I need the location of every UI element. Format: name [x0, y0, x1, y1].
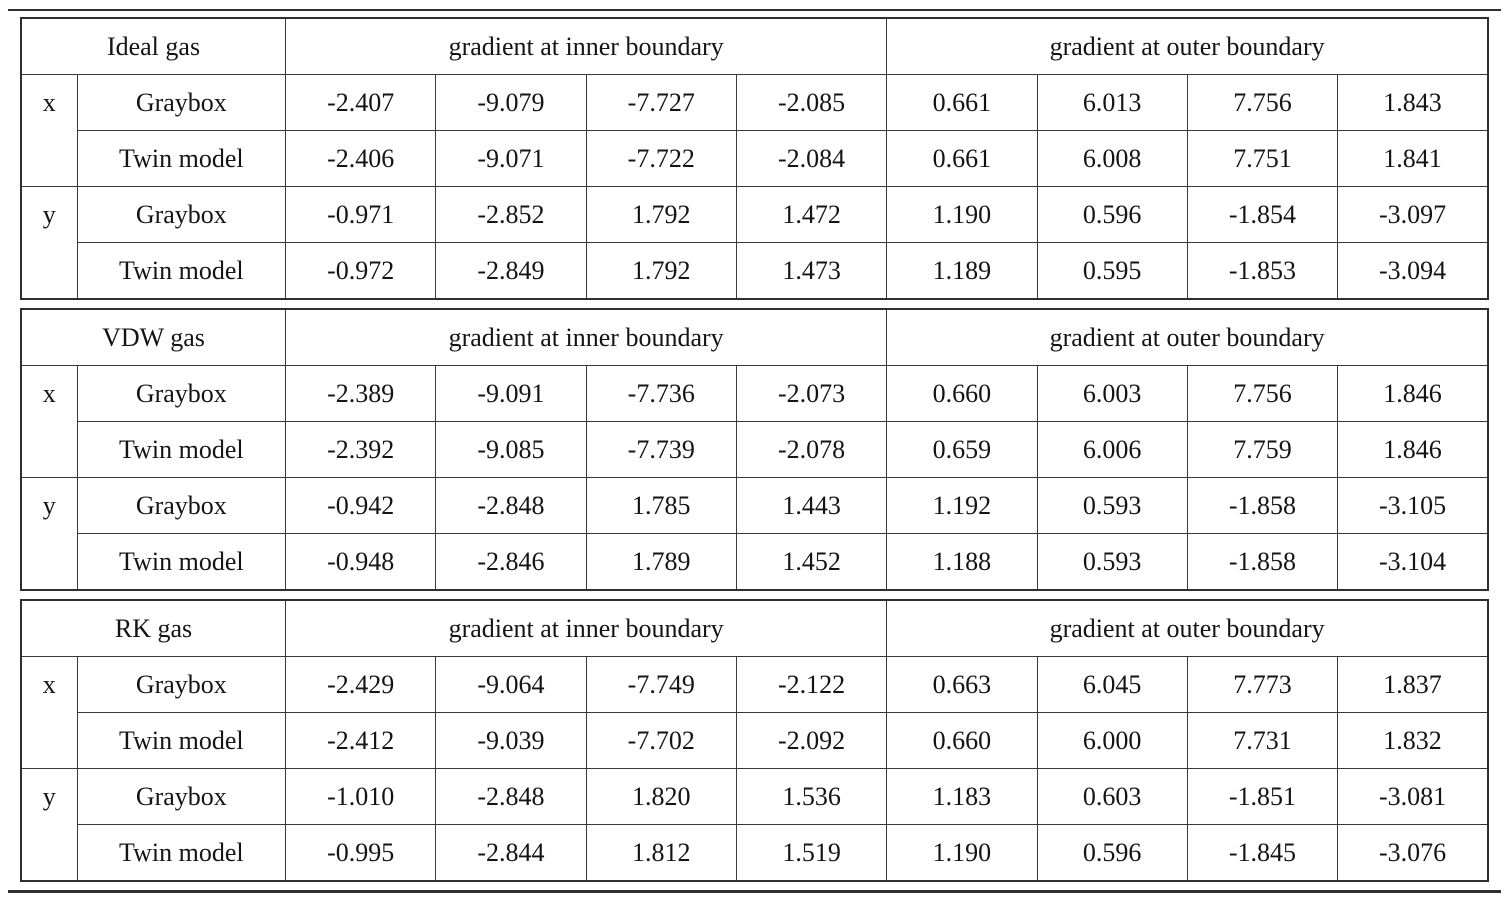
model-label: Twin model — [77, 131, 285, 187]
value-cell: -2.084 — [736, 131, 886, 187]
value-cell: -2.078 — [736, 422, 886, 478]
value-cell: -1.845 — [1187, 825, 1337, 882]
model-label: Graybox — [77, 187, 285, 243]
model-label: Twin model — [77, 534, 285, 591]
value-cell: 1.472 — [736, 187, 886, 243]
inner-boundary-header: gradient at inner boundary — [286, 309, 887, 366]
value-cell: -2.849 — [436, 243, 586, 300]
value-cell: -2.848 — [436, 769, 586, 825]
table-row — [21, 131, 1488, 187]
axis-label: x — [21, 657, 77, 769]
value-cell: 0.593 — [1037, 534, 1187, 591]
value-cell: -9.064 — [436, 657, 586, 713]
axis-label: y — [21, 187, 77, 300]
table-row — [21, 187, 1488, 243]
gas-table-rk — [20, 599, 1489, 882]
value-cell: 1.519 — [736, 825, 886, 882]
outer-boundary-header: gradient at outer boundary — [887, 309, 1488, 366]
value-cell: -2.844 — [436, 825, 586, 882]
axis-label: x — [21, 366, 77, 478]
value-cell: 6.045 — [1037, 657, 1187, 713]
value-cell: -2.846 — [436, 534, 586, 591]
model-label: Twin model — [77, 422, 285, 478]
value-cell: 0.596 — [1037, 825, 1187, 882]
value-cell: -0.971 — [286, 187, 436, 243]
value-cell: 1.190 — [887, 187, 1037, 243]
table-row — [21, 243, 1488, 300]
value-cell: -7.749 — [586, 657, 736, 713]
value-cell: -9.079 — [436, 75, 586, 131]
value-cell: -7.736 — [586, 366, 736, 422]
value-cell: 1.473 — [736, 243, 886, 300]
value-cell: 1.843 — [1338, 75, 1488, 131]
table-row — [21, 600, 1488, 657]
value-cell: 1.832 — [1338, 713, 1488, 769]
table-row — [21, 713, 1488, 769]
value-cell: 0.593 — [1037, 478, 1187, 534]
value-cell: -3.076 — [1338, 825, 1488, 882]
gas-name: Ideal gas — [21, 18, 286, 75]
value-cell: 7.773 — [1187, 657, 1337, 713]
value-cell: -9.039 — [436, 713, 586, 769]
value-cell: -1.851 — [1187, 769, 1337, 825]
value-cell: 0.661 — [887, 131, 1037, 187]
value-cell: 0.603 — [1037, 769, 1187, 825]
value-cell: -1.853 — [1187, 243, 1337, 300]
value-cell: 1.792 — [586, 243, 736, 300]
value-cell: -2.407 — [286, 75, 436, 131]
value-cell: 1.789 — [586, 534, 736, 591]
value-cell: -9.071 — [436, 131, 586, 187]
value-cell: -2.848 — [436, 478, 586, 534]
table-row — [21, 18, 1488, 75]
value-cell: 0.660 — [887, 713, 1037, 769]
value-cell: 6.006 — [1037, 422, 1187, 478]
outer-boundary-header: gradient at outer boundary — [887, 600, 1488, 657]
axis-label: y — [21, 478, 77, 591]
value-cell: 7.751 — [1187, 131, 1337, 187]
value-cell: 1.190 — [887, 825, 1037, 882]
value-cell: 6.008 — [1037, 131, 1187, 187]
top-rule — [8, 9, 1501, 11]
model-label: Graybox — [77, 75, 285, 131]
value-cell: 1.820 — [586, 769, 736, 825]
value-cell: -9.085 — [436, 422, 586, 478]
value-cell: -0.972 — [286, 243, 436, 300]
table-row — [21, 825, 1488, 882]
value-cell: -3.094 — [1338, 243, 1488, 300]
model-label: Graybox — [77, 657, 285, 713]
value-cell: 1.183 — [887, 769, 1037, 825]
value-cell: 1.452 — [736, 534, 886, 591]
value-cell: -2.852 — [436, 187, 586, 243]
value-cell: -2.085 — [736, 75, 886, 131]
gas-name: RK gas — [21, 600, 286, 657]
value-cell: 7.756 — [1187, 366, 1337, 422]
table-row — [21, 657, 1488, 713]
value-cell: 7.756 — [1187, 75, 1337, 131]
model-label: Twin model — [77, 825, 285, 882]
inner-boundary-header: gradient at inner boundary — [286, 600, 887, 657]
value-cell: -2.412 — [286, 713, 436, 769]
table-row — [21, 769, 1488, 825]
axis-label: x — [21, 75, 77, 187]
value-cell: 0.596 — [1037, 187, 1187, 243]
value-cell: -0.942 — [286, 478, 436, 534]
value-cell: 1.846 — [1338, 422, 1488, 478]
value-cell: -7.727 — [586, 75, 736, 131]
value-cell: -1.858 — [1187, 534, 1337, 591]
value-cell: -2.429 — [286, 657, 436, 713]
value-cell: 0.659 — [887, 422, 1037, 478]
value-cell: -3.104 — [1338, 534, 1488, 591]
value-cell: -3.081 — [1338, 769, 1488, 825]
value-cell: 1.837 — [1338, 657, 1488, 713]
value-cell: -1.010 — [286, 769, 436, 825]
value-cell: -7.722 — [586, 131, 736, 187]
outer-boundary-header: gradient at outer boundary — [887, 18, 1488, 75]
model-label: Twin model — [77, 713, 285, 769]
inner-boundary-header: gradient at inner boundary — [286, 18, 887, 75]
value-cell: -0.995 — [286, 825, 436, 882]
value-cell: 7.759 — [1187, 422, 1337, 478]
value-cell: -2.406 — [286, 131, 436, 187]
value-cell: -3.105 — [1338, 478, 1488, 534]
value-cell: 1.792 — [586, 187, 736, 243]
value-cell: -7.739 — [586, 422, 736, 478]
value-cell: -2.392 — [286, 422, 436, 478]
gas-table-vdw — [20, 308, 1489, 591]
value-cell: -1.854 — [1187, 187, 1337, 243]
value-cell: -9.091 — [436, 366, 586, 422]
model-label: Graybox — [77, 366, 285, 422]
value-cell: 1.846 — [1338, 366, 1488, 422]
value-cell: 7.731 — [1187, 713, 1337, 769]
table-row — [21, 478, 1488, 534]
value-cell: -2.073 — [736, 366, 886, 422]
value-cell: 1.189 — [887, 243, 1037, 300]
table-row — [21, 309, 1488, 366]
value-cell: -1.858 — [1187, 478, 1337, 534]
value-cell: 6.003 — [1037, 366, 1187, 422]
value-cell: -3.097 — [1338, 187, 1488, 243]
value-cell: -2.092 — [736, 713, 886, 769]
gas-table-ideal — [20, 17, 1489, 300]
value-cell: 1.443 — [736, 478, 886, 534]
value-cell: 1.188 — [887, 534, 1037, 591]
table-row — [21, 534, 1488, 591]
value-cell: 1.192 — [887, 478, 1037, 534]
model-label: Graybox — [77, 769, 285, 825]
table-row — [21, 422, 1488, 478]
gas-name: VDW gas — [21, 309, 286, 366]
value-cell: -2.389 — [286, 366, 436, 422]
value-cell: -2.122 — [736, 657, 886, 713]
model-label: Graybox — [77, 478, 285, 534]
table-row — [21, 366, 1488, 422]
model-label: Twin model — [77, 243, 285, 300]
bottom-rule — [8, 890, 1501, 893]
value-cell: 0.663 — [887, 657, 1037, 713]
value-cell: 1.812 — [586, 825, 736, 882]
value-cell: 6.013 — [1037, 75, 1187, 131]
value-cell: 0.661 — [887, 75, 1037, 131]
value-cell: -7.702 — [586, 713, 736, 769]
value-cell: -0.948 — [286, 534, 436, 591]
table-row — [21, 75, 1488, 131]
value-cell: 0.660 — [887, 366, 1037, 422]
value-cell: 1.785 — [586, 478, 736, 534]
value-cell: 0.595 — [1037, 243, 1187, 300]
value-cell: 6.000 — [1037, 713, 1187, 769]
value-cell: 1.841 — [1338, 131, 1488, 187]
value-cell: 1.536 — [736, 769, 886, 825]
axis-label: y — [21, 769, 77, 882]
